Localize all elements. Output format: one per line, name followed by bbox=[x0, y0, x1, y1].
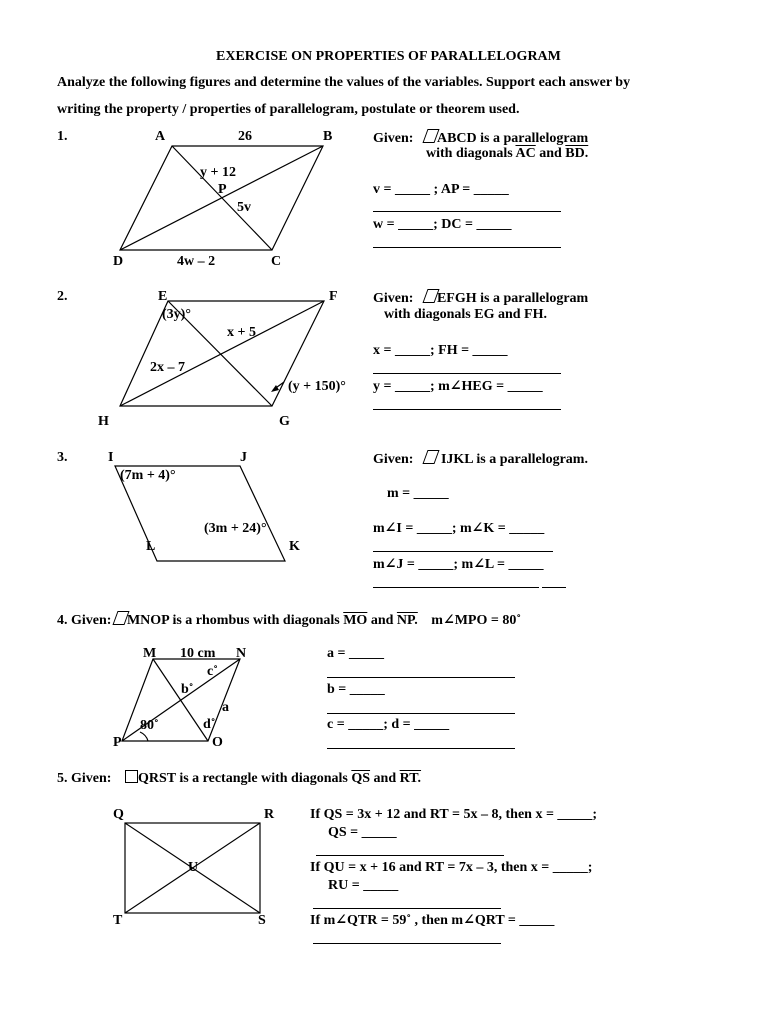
vertex-h-label: H bbox=[98, 414, 109, 429]
instructions-line1: Analyze the following figures and determine the values of the variables. Support each answer by bbox=[57, 75, 631, 90]
problem-1-given-line2: with diagonals $\overline{AC}$ and BD. bbox=[426, 146, 589, 161]
answer-line bbox=[327, 748, 515, 749]
answer-line bbox=[373, 551, 553, 552]
problem-4-question-2: b = _____ bbox=[327, 682, 385, 697]
problem-2-given: Given: EFGH is a parallelogram bbox=[373, 291, 589, 306]
answer-line bbox=[373, 211, 561, 212]
vertex-j-label: J bbox=[240, 450, 247, 465]
vertex-b-label: B bbox=[323, 129, 333, 144]
segment-eh-label: 2x – 7 bbox=[150, 360, 185, 375]
segment-ef-label: x + 5 bbox=[227, 325, 256, 340]
vertex-n-label: N bbox=[236, 646, 247, 661]
problem-2-question-1: x = _____; FH = _____ bbox=[373, 343, 508, 358]
side-no-label: a bbox=[222, 700, 229, 715]
vertex-q-label: Q bbox=[113, 807, 124, 822]
answer-line bbox=[313, 943, 501, 944]
problem-2-number: 2. bbox=[57, 289, 68, 304]
segment-ap-label: y + 12 bbox=[200, 165, 236, 180]
problem-5-question-1b: QS = _____ bbox=[328, 825, 397, 840]
problem-5-question-3: If m∠QTR = 59˚ , then m∠QRT = _____ bbox=[310, 913, 555, 928]
problem-1-question-1: v = _____ ; AP = _____ bbox=[373, 182, 509, 197]
vertex-t-label: T bbox=[113, 913, 123, 928]
angle-b-label: b˚ bbox=[181, 682, 194, 697]
problem-2-question-2: y = _____; m∠HEG = _____ bbox=[373, 379, 543, 394]
problem-5-question-1: If QS = 3x + 12 and RT = 5x – 8, then x = _____; bbox=[310, 807, 598, 822]
answer-line bbox=[316, 855, 504, 856]
side-mn-label: 10 cm bbox=[180, 646, 216, 661]
vertex-e-label: E bbox=[158, 289, 168, 304]
answer-line bbox=[313, 908, 501, 909]
problem-5-given: 5. Given: QRST is a rectangle with diagonals $\overline{QS}$ and RT. bbox=[57, 771, 422, 786]
answer-line bbox=[542, 587, 566, 588]
answer-line bbox=[327, 713, 515, 714]
angle-k-label: (3m + 24)° bbox=[204, 521, 267, 536]
problem-5-question-2: If QU = x + 16 and RT = 7x – 3, then x = _____; bbox=[310, 860, 593, 875]
angle-i-label: (7m + 4)° bbox=[120, 468, 176, 483]
vertex-k-label: K bbox=[289, 539, 300, 554]
vertex-s-label: S bbox=[258, 913, 266, 928]
answer-line bbox=[373, 587, 539, 588]
vertex-p-label: P bbox=[113, 735, 122, 750]
answer-line bbox=[327, 677, 515, 678]
problem-1-number: 1. bbox=[57, 129, 68, 144]
instructions-line2: writing the property / properties of parallelogram, postulate or theorem used. bbox=[57, 102, 520, 117]
vertex-m-label: M bbox=[143, 646, 157, 661]
problem-2-given-line2: with diagonals EG and FH. bbox=[384, 307, 547, 322]
parallelogram-symbol-icon bbox=[422, 450, 439, 464]
vertex-c-label: C bbox=[271, 254, 282, 269]
angle-c-label: c˚ bbox=[207, 664, 218, 679]
side-dc-label: 4w – 2 bbox=[177, 254, 216, 269]
problem-4-question-1: a = _____ bbox=[327, 646, 384, 661]
angle-arrow bbox=[273, 382, 284, 390]
point-u-label: U bbox=[188, 860, 199, 875]
page-title: EXERCISE ON PROPERTIES OF PARALLELOGRAM bbox=[216, 49, 561, 64]
vertex-i-label: I bbox=[108, 450, 114, 465]
vertex-a-label: A bbox=[155, 129, 166, 144]
angle-g-label: (y + 150)° bbox=[288, 379, 346, 394]
vertex-f-label: F bbox=[329, 289, 338, 304]
diagonal-bd bbox=[120, 146, 323, 250]
problem-3-question-2: m∠I = _____; m∠K = _____ bbox=[373, 521, 545, 536]
answer-line bbox=[373, 409, 561, 410]
vertex-g-label: G bbox=[279, 414, 290, 429]
diagonal-ac bbox=[172, 146, 272, 250]
angle-p-label: 80˚ bbox=[140, 718, 159, 733]
parallelogram-abcd bbox=[120, 146, 323, 250]
side-ab-label: 26 bbox=[238, 129, 252, 144]
problem-3-given: Given: IJKL is a parallelogram. bbox=[373, 452, 588, 467]
segment-pc-label: 5v bbox=[237, 200, 251, 215]
vertex-o-label: O bbox=[212, 735, 223, 750]
answer-line bbox=[373, 247, 561, 248]
problem-3-number: 3. bbox=[57, 450, 68, 465]
problem-3-question-1: m = _____ bbox=[387, 486, 449, 501]
problem-4-given: 4. Given: MNOP is a rhombus with diagonals $\overline{MO}$ and NP. m∠MPO = 80˚ bbox=[57, 613, 521, 628]
point-p-label: P bbox=[218, 182, 227, 197]
problem-5-question-2b: RU = _____ bbox=[328, 878, 399, 893]
angle-e-label: (3y)° bbox=[162, 307, 191, 322]
vertex-r-label: R bbox=[264, 807, 275, 822]
problem-3-question-3: m∠J = _____; m∠L = _____ bbox=[373, 557, 544, 572]
diagonal-mo bbox=[153, 659, 208, 741]
problem-1-question-2: w = _____; DC = _____ bbox=[373, 217, 512, 232]
problem-4-question-3: c = _____; d = _____ bbox=[327, 717, 450, 732]
angle-d-label: d˚ bbox=[203, 717, 216, 732]
problem-1-given: Given: ABCD is a parallelogram bbox=[373, 131, 589, 146]
answer-line bbox=[373, 373, 561, 374]
vertex-l-label: L bbox=[146, 539, 156, 554]
rectangle-symbol-icon bbox=[125, 770, 138, 783]
vertex-d-label: D bbox=[113, 254, 124, 269]
